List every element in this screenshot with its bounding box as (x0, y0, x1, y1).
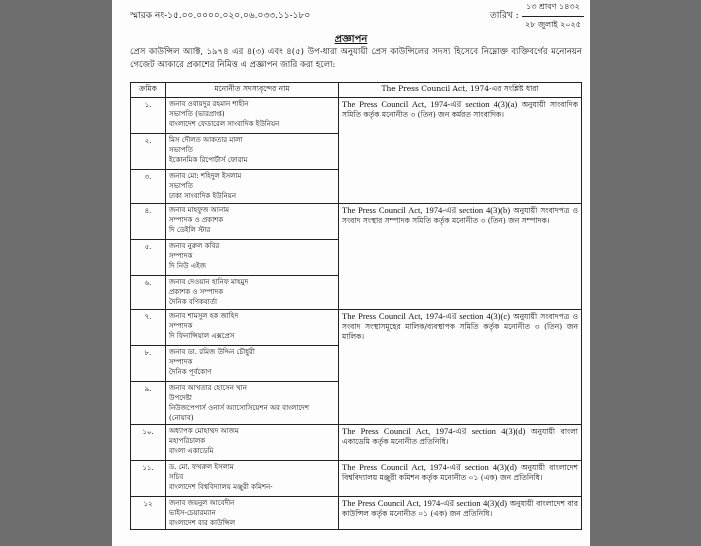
member-name: জনাব ডা. রমিজ উদ্দিন চৌধুরী (169, 348, 255, 356)
date-english: ২৮ জুলাই ২০২৫ (525, 20, 581, 29)
member-organization: দৈনিক বণিকবার্তা (169, 298, 218, 306)
member-name: অধ্যাপক মোহাম্মদ আজম (169, 427, 239, 435)
member-cell (166, 98, 339, 134)
section-text: অনুযায়ী সংবাদপত্র ও সংবাদ সংস্থাসমূহের মালিক/ব্যবস্থাপক সমিতি কর্তৃক মনোনীত ৩ (তিন) জন মালিক। (342, 312, 578, 341)
table-row (131, 461, 582, 497)
row-serial: ৯. (131, 382, 166, 425)
section-text: অনুযায়ী বাংলাদেশ বিশ্ববিদ্যালয় মঞ্জুরী কমিশন কর্তৃক মনোনীত ০১ (এক) জন প্রতিনিধি। (342, 463, 578, 482)
table-header-row (131, 83, 582, 98)
row-serial: ৮. (131, 346, 166, 382)
member-name: জনাব জয়নুল আবেদীন (169, 499, 235, 507)
col-name-header: মনোনীত সদস্যবৃন্দের নাম (166, 83, 339, 98)
section-act: The Press Council Act, 1974-এর section 4(3)(c) (342, 311, 510, 321)
section-act: The Press Council Act, 1974-এর section 4(3)(d) (342, 498, 508, 508)
section-act: The Press Council Act, 1974-এর section 4(3)(d) (342, 462, 517, 472)
col-serial-header: ক্রমিক (131, 83, 166, 98)
table-row (131, 425, 582, 461)
row-serial: ১২ (131, 497, 166, 530)
row-serial: ২. (131, 134, 166, 170)
member-designation: প্রকাশক ও সম্পাদক (169, 288, 224, 296)
members-table (130, 82, 582, 530)
page-title: প্রজ্ঞাপন (334, 34, 368, 45)
section-act: The Press Council Act, 1974-এর section 4(3)(b) (342, 205, 511, 215)
member-organization: বাংলাদেশ বার কাউন্সিল (169, 519, 236, 527)
member-name: জনাব ওবায়দুর রহমান শাহীন (169, 100, 249, 108)
date-label: তারিখ : (490, 11, 519, 21)
member-cell (166, 346, 339, 382)
member-designation: উপদেষ্টা (169, 394, 192, 402)
member-designation: সভাপতি (169, 146, 193, 154)
member-name: জনাব নুরুল কবির (169, 242, 220, 250)
section-text: অনুযায়ী বাংলাদেশ বার কাউন্সিল কর্তৃক মনোনীত ০১ (এক) জন প্রতিনিধি। (342, 499, 578, 518)
section-cell (339, 204, 582, 310)
member-organization: ইকোনমিক রিপোর্টার্স ফোরাম (169, 156, 248, 164)
member-cell (166, 310, 339, 346)
col-section-header: The Press Council Act, 1974-এর সংশ্লিষ্ট ধারা (339, 83, 582, 98)
section-act: The Press Council Act, 1974-এর section 4(3)(a) (342, 99, 518, 109)
row-serial: ১০. (131, 425, 166, 461)
member-organization: বাংলা একাডেমি (169, 447, 214, 455)
member-designation: সম্পাদক (169, 252, 193, 260)
member-organization: নিউজপেপার্স ওনার্স অ্যাসোসিয়েশন অব বাংলাদেশ (নোয়াব) (169, 404, 309, 422)
member-name: জনাব শামসুল হক জাহিদ (169, 312, 239, 320)
gazette-page (112, 0, 590, 546)
table-row (131, 310, 582, 346)
member-name: জনাব মো: শহিদুল ইসলাম (169, 172, 242, 180)
table-row (131, 98, 582, 134)
member-designation: সম্পাদক (169, 322, 193, 330)
row-serial: ৪. (131, 204, 166, 240)
member-designation: সভাপতি (ভারপ্রাপ্ত) (169, 110, 225, 118)
date-bangla: ১৩ শ্রাবণ ১৪৩২ (522, 0, 584, 17)
member-cell (166, 240, 339, 276)
member-name: জনাব আখতার হোসেন খান (169, 384, 247, 392)
member-organization: ঢাকা সাংবাদিক ইউনিয়ন (169, 192, 237, 200)
section-cell (339, 310, 582, 425)
member-organization: বাংলাদেশ ফেডারেল সাংবাদিক ইউনিয়ন (169, 120, 280, 128)
member-designation: সভাপতি (169, 182, 193, 190)
member-organization: দি ডেইলি স্টার (169, 226, 211, 234)
member-designation: সচিব (169, 473, 184, 481)
member-cell (166, 204, 339, 240)
section-text: অনুযায়ী সাংবাদিক সমিতি কর্তৃক মনোনীত ৩ (তিন) জন কর্মরত সাংবাদিক। (342, 100, 578, 119)
member-organization: দৈনিক পূর্বকোণ (169, 368, 212, 376)
member-cell (166, 134, 339, 170)
section-text: অনুযায়ী বাংলা একাডেমি কর্তৃক মনোনীত প্রতিনিধি। (342, 427, 578, 446)
member-name: জনাব দেওয়ান হানিফ মাহমুদ (169, 278, 249, 286)
row-serial: ৬. (131, 276, 166, 310)
memo-number: স্মারক নং-১৫.০০.০০০০.০২০.০৬.০৩৩.১১-১৮০ (130, 11, 311, 21)
member-name: জনাব মাহফুজ আনাম (169, 206, 230, 214)
member-cell (166, 276, 339, 310)
section-cell (339, 425, 582, 461)
member-organization: বাংলাদেশ বিশ্ববিদ্যালয় মঞ্জুরী কমিশন- (169, 483, 273, 491)
row-serial: ৫. (131, 240, 166, 276)
table-row (131, 204, 582, 240)
member-designation: ভাইস-চেয়ারম্যান (169, 509, 216, 517)
member-cell (166, 461, 339, 497)
section-text: অনুযায়ী সংবাদপত্র ও সংবাদ সংস্থার সম্পাদক সমিতি কর্তৃক মনোনীত ৩ (তিন) জন সম্পাদক। (342, 206, 578, 225)
table-row (131, 497, 582, 530)
row-serial: ১. (131, 98, 166, 134)
row-serial: ৭. (131, 310, 166, 346)
member-cell (166, 497, 339, 530)
section-cell (339, 497, 582, 530)
member-cell (166, 170, 339, 204)
member-organization: দি নিউ এইজ (169, 262, 206, 270)
intro-paragraph: প্রেস কাউন্সিল অ্যাক্ট, ১৯৭৪ এর ৪(৩) এবং ৪(৫) উপ-ধারা অনুযায়ী প্রেস কাউন্সিলের সদস্য হিসেবে নিম্নোক্ত ব্যক্তিবর্গের মনোনয়ন গেজেট আকারে প্রকাশের নিমিত্ত এ প্রজ্ঞাপন জারি করা হলো: (130, 47, 582, 70)
member-cell (166, 382, 339, 425)
member-designation: মহাপরিচালক (169, 437, 206, 445)
row-serial: ৩. (131, 170, 166, 204)
row-serial: ১১. (131, 461, 166, 497)
member-designation: সম্পাদক ও প্রকাশক (169, 216, 224, 224)
date-box (522, 0, 584, 32)
section-act: The Press Council Act, 1974-এর section 4(3)(d) (342, 426, 526, 436)
member-organization: দি ফিনান্সিয়াল এক্সপ্রেস (169, 332, 235, 340)
member-designation: সম্পাদক (169, 358, 193, 366)
member-cell (166, 425, 339, 461)
section-cell (339, 461, 582, 497)
section-cell (339, 98, 582, 204)
member-name: ড. মো. ফখরুল ইসলাম (169, 463, 234, 471)
member-name: মিস দৌলত আকতার মালা (169, 136, 243, 144)
